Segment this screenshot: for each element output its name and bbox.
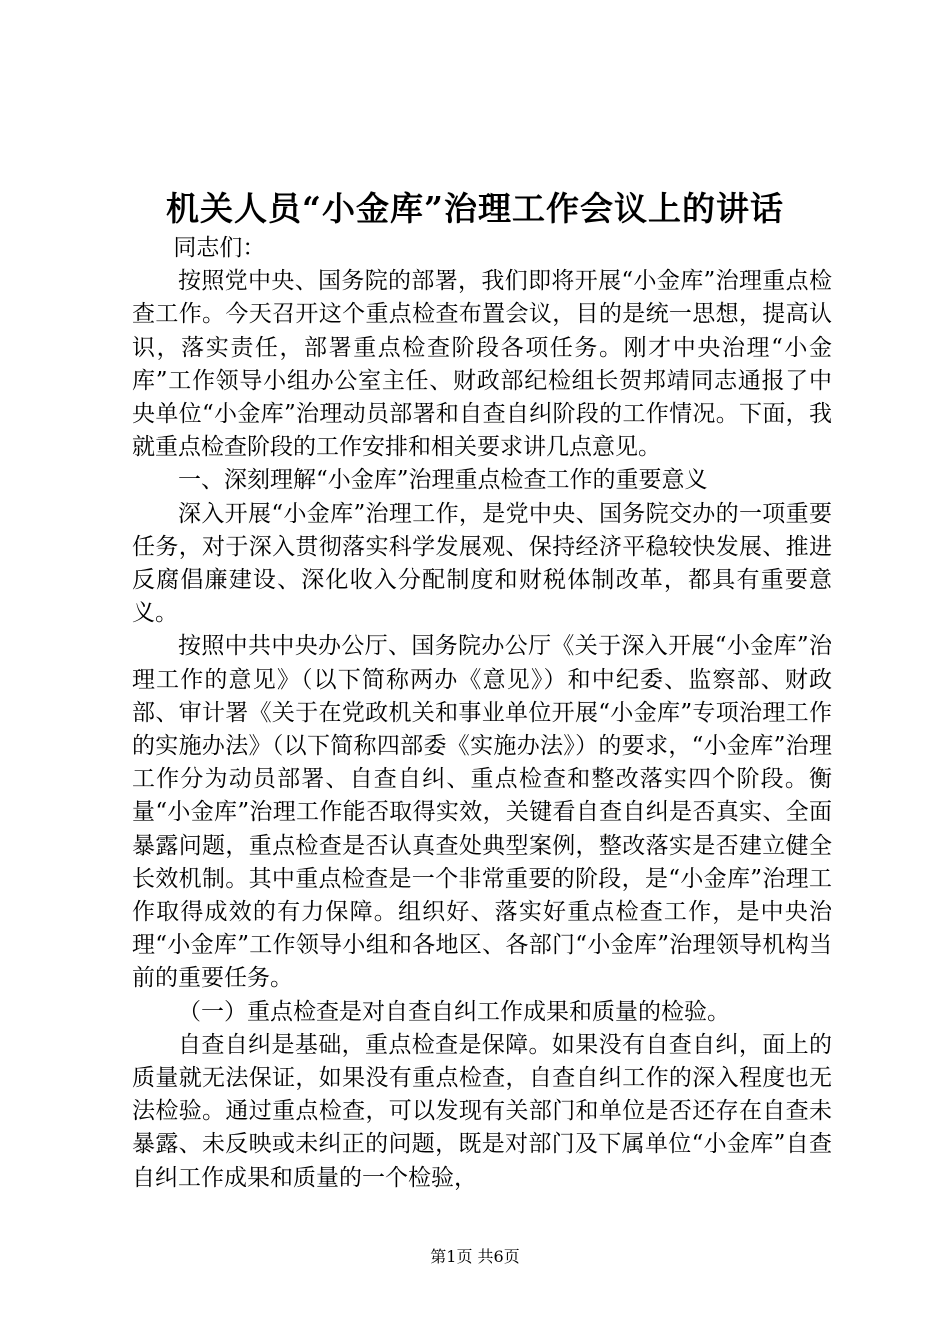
document-title: 机关人员“小金库”治理工作会议上的讲话 [166,189,784,228]
document-body [132,232,832,1195]
paragraph-significance: 深入开展“小金库”治理工作，是党中央、国务院交办的一项重要任务，对于深入贯彻落实科学发展观、保持经济平稳较快发展、推进反腐倡廉建设、深化收入分配制度和财税体制改革，都具有重要意义。 [132,500,832,627]
page-footer: 第1页 共6页 [430,1247,520,1266]
greeting: 同志们： [173,235,266,261]
section-heading-1: 一、深刻理解“小金库”治理重点检查工作的重要意义 [178,467,708,494]
subsection-heading-1: （一）重点检查是对自查自纠工作成果和质量的检验。 [178,998,730,1025]
paragraph-stages: 按照中共中央办公厅、国务院办公厅《关于深入开展“小金库”治理工作的意见》（以下简称两办《意见》）和中纪委、监察部、财政部、审计署《关于在党政机关和事业单位开展“小金库”专项治理工作的实施办法》（以下简称四部委《实施办法》）的要求，“小金库”治理工作分为动员部署、自查自纠、重点检查和整改落实四个阶段。衡量“小金库”治理工作能否取得实效，关键看自查自纠是否真实、全面暴露问题，重点检查是否认真查处典型案例，整改落实是否建立健全长效机制。其中重点检查是一个非常重要的阶段，是“小金库”治理工作取得成效的有力保障。组织好、落实好重点检查工作，是中央治理“小金库”工作领导小组和各地区、各部门“小金库”治理领导机构当前的重要任务。 [132,633,832,992]
paragraph-self-check: 自查自纠是基础，重点检查是保障。如果没有自查自纠，面上的质量就无法保证，如果没有重点检查，自查自纠工作的深入程度也无法检验。通过重点检查，可以发现有关部门和单位是否还存在自查未暴露、未反映或未纠正的问题，既是对部门及下属单位“小金库”自查自纠工作成果和质量的一个检验， [132,1031,832,1191]
paragraph-intro: 按照党中央、国务院的部署，我们即将开展“小金库”治理重点检查工作。今天召开这个重点检查布置会议，目的是统一思想，提高认识，落实责任，部署重点检查阶段各项任务。刚才中央治理“小金库”工作领导小组办公室主任、财政部纪检组长贺邦靖同志通报了中央单位“小金库”治理动员部署和自查自纠阶段的工作情况。下面，我就重点检查阶段的工作安排和相关要求讲几点意见。 [132,268,832,461]
